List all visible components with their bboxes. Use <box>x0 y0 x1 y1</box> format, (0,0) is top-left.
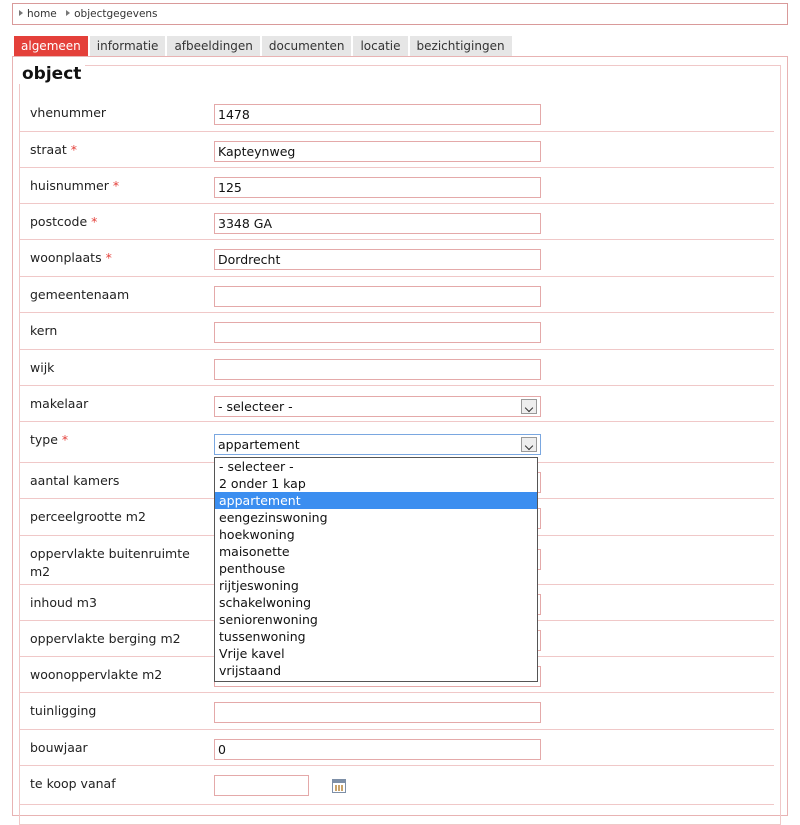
inhoud-m3-label: inhoud m3 <box>30 595 97 610</box>
tab-bezichtigingen[interactable]: bezichtigingen <box>410 36 512 56</box>
type-option[interactable]: schakelwoning <box>219 595 312 610</box>
type-option[interactable]: seniorenwoning <box>219 612 318 627</box>
makelaar-label: makelaar <box>30 396 89 411</box>
huisnummer-input[interactable]: 125 <box>214 177 541 198</box>
tab-bar <box>14 36 514 56</box>
oppervlakte-berging-m2-label: oppervlakte berging m2 <box>30 631 181 646</box>
required-marker: * <box>61 432 69 447</box>
form-row-te-koop-vanaf <box>20 766 774 805</box>
type-option[interactable]: Vrije kavel <box>219 646 285 661</box>
required-marker: * <box>91 214 98 229</box>
required-marker: * <box>112 178 120 193</box>
form-row-wijk <box>20 350 774 386</box>
postcode-input[interactable]: 3348 GA <box>214 213 541 234</box>
form-row-vhenummer <box>20 95 774 132</box>
form-row-makelaar <box>20 386 774 422</box>
oppervlakte-buitenruimte-m2-label: oppervlakte buitenruimte m2 <box>30 546 190 579</box>
type-option[interactable]: hoekwoning <box>219 527 295 542</box>
tab-afbeeldingen[interactable]: afbeeldingen <box>167 36 259 56</box>
type-select[interactable]: appartement <box>214 434 541 455</box>
form-row-tuinligging <box>20 693 774 730</box>
huisnummer-label: huisnummer * <box>30 178 120 193</box>
form-row-bouwjaar <box>20 730 774 766</box>
tab-algemeen[interactable]: algemeen <box>14 36 88 56</box>
breadcrumb-arrow-icon <box>19 10 23 16</box>
form-row-gemeentenaam <box>20 277 774 313</box>
vhenummer-input[interactable]: 1478 <box>214 104 541 125</box>
tab-documenten[interactable]: documenten <box>262 36 352 56</box>
woonplaats-input[interactable]: Dordrecht <box>214 249 541 270</box>
type-option[interactable]: 2 onder 1 kap <box>219 476 306 491</box>
wijk-label: wijk <box>30 360 55 375</box>
type-dropdown-list[interactable] <box>214 457 538 682</box>
chevron-down-icon[interactable] <box>521 437 537 452</box>
vhenummer-label: vhenummer <box>30 105 107 120</box>
breadcrumb-home-link[interactable]: home <box>27 8 57 20</box>
fieldset-title: object <box>18 64 85 84</box>
makelaar-select[interactable]: - selecteer - <box>214 396 541 417</box>
tuinligging-input[interactable] <box>214 702 541 723</box>
type-option[interactable]: maisonette <box>219 544 290 559</box>
form-row-postcode <box>20 204 774 240</box>
woonoppervlakte-m2-label: woonoppervlakte m2 <box>30 667 163 682</box>
tab-informatie[interactable]: informatie <box>90 36 166 56</box>
tab-locatie[interactable]: locatie <box>353 36 407 56</box>
breadcrumb-objectgegevens-link[interactable]: objectgegevens <box>74 8 158 20</box>
wijk-input[interactable] <box>214 359 541 380</box>
calendar-icon[interactable] <box>332 779 346 793</box>
kern-label: kern <box>30 323 58 338</box>
gemeentenaam-label: gemeentenaam <box>30 287 130 302</box>
chevron-down-icon[interactable] <box>521 399 537 414</box>
form-row-kern <box>20 313 774 350</box>
type-option[interactable]: penthouse <box>219 561 286 576</box>
type-option[interactable]: rijtjeswoning <box>219 578 299 593</box>
type-option[interactable]: vrijstaand <box>219 663 282 678</box>
kern-input[interactable] <box>214 322 541 343</box>
type-label: type * <box>30 432 69 447</box>
te-koop-vanaf-input[interactable] <box>214 775 309 796</box>
form-row-huisnummer <box>20 168 774 204</box>
tuinligging-label: tuinligging <box>30 703 97 718</box>
straat-label: straat * <box>30 142 78 157</box>
perceelgrootte-m2-label: perceelgrootte m2 <box>30 509 146 524</box>
type-option[interactable]: appartement <box>215 492 537 509</box>
bouwjaar-input[interactable]: 0 <box>214 739 541 760</box>
woonplaats-label: woonplaats * <box>30 250 112 265</box>
required-marker: * <box>105 250 112 265</box>
breadcrumb <box>12 3 788 25</box>
postcode-label: postcode * <box>30 214 98 229</box>
te-koop-vanaf-label: te koop vanaf <box>30 776 116 791</box>
required-marker: * <box>70 142 78 157</box>
aantal-kamers-label: aantal kamers <box>30 473 120 488</box>
bouwjaar-label: bouwjaar <box>30 740 88 755</box>
breadcrumb-arrow-icon <box>66 10 70 16</box>
type-option[interactable]: - selecteer - <box>219 459 294 474</box>
form-row-woonplaats <box>20 240 774 277</box>
straat-input[interactable]: Kapteynweg <box>214 141 541 162</box>
type-option[interactable]: eengezinswoning <box>219 510 328 525</box>
form-row-straat <box>20 132 774 168</box>
gemeentenaam-input[interactable] <box>214 286 541 307</box>
type-option[interactable]: tussenwoning <box>219 629 306 644</box>
